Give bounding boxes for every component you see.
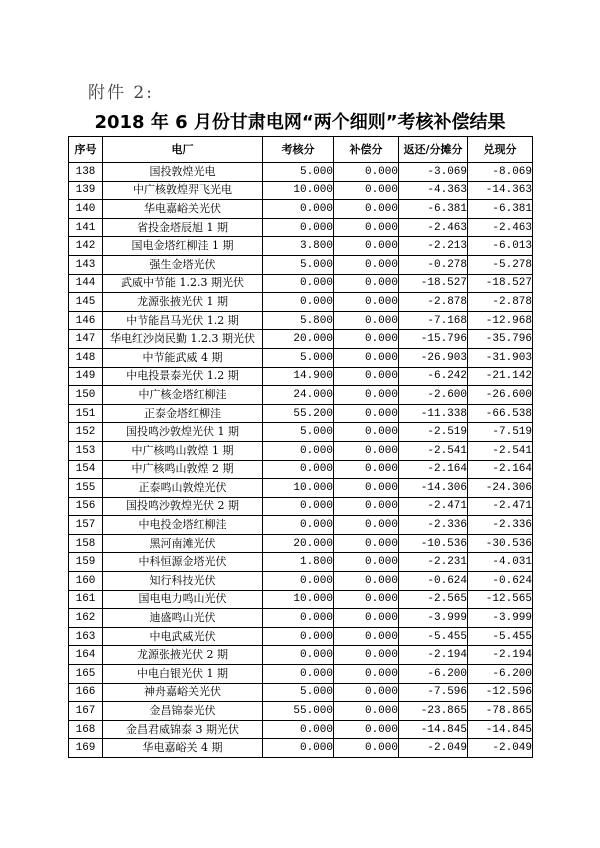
- cell-plant: 龙源张掖光伏 2 期: [103, 646, 263, 665]
- cell-assessment: 0.000: [263, 646, 334, 665]
- header-assessment: 考核分: [263, 137, 334, 163]
- cell-return-share: -7.168: [399, 311, 468, 330]
- cell-assessment: 0.000: [263, 218, 334, 237]
- cell-plant: 强生金塔光伏: [103, 255, 263, 274]
- cell-index: 150: [69, 386, 103, 405]
- cell-compensation: 0.000: [334, 423, 399, 442]
- cell-index: 156: [69, 497, 103, 516]
- cell-compensation: 0.000: [334, 683, 399, 702]
- cell-assessment: 0.000: [263, 441, 334, 460]
- cell-index: 169: [69, 739, 103, 758]
- cell-return-share: -2.878: [399, 293, 468, 312]
- cell-index: 157: [69, 516, 103, 535]
- cell-settlement: -18.527: [468, 274, 533, 293]
- cell-return-share: -7.596: [399, 683, 468, 702]
- cell-settlement: -21.142: [468, 367, 533, 386]
- cell-settlement: -2.878: [468, 293, 533, 312]
- cell-plant: 黑河南滩光伏: [103, 534, 263, 553]
- header-index: 序号: [69, 137, 103, 163]
- cell-assessment: 0.000: [263, 720, 334, 739]
- cell-assessment: 5.000: [263, 163, 334, 182]
- cell-return-share: -2.600: [399, 386, 468, 405]
- cell-assessment: 5.000: [263, 423, 334, 442]
- table-row: [69, 348, 533, 367]
- cell-plant: 华电嘉峪关光伏: [103, 200, 263, 219]
- cell-plant: 中电投景泰光伏 1.2 期: [103, 367, 263, 386]
- cell-index: 139: [69, 181, 103, 200]
- cell-index: 152: [69, 423, 103, 442]
- cell-compensation: 0.000: [334, 516, 399, 535]
- cell-settlement: -2.336: [468, 516, 533, 535]
- cell-plant: 武威中节能 1.2.3 期光伏: [103, 274, 263, 293]
- cell-compensation: 0.000: [334, 274, 399, 293]
- cell-settlement: -0.624: [468, 572, 533, 591]
- header-plant: 电厂: [103, 137, 263, 163]
- cell-settlement: -35.796: [468, 330, 533, 349]
- cell-compensation: 0.000: [334, 665, 399, 684]
- cell-assessment: 0.000: [263, 609, 334, 628]
- cell-assessment: 0.000: [263, 497, 334, 516]
- cell-index: 147: [69, 330, 103, 349]
- cell-assessment: 3.800: [263, 237, 334, 256]
- cell-plant: 国电金塔红柳洼 1 期: [103, 237, 263, 256]
- cell-assessment: 5.800: [263, 311, 334, 330]
- cell-index: 146: [69, 311, 103, 330]
- cell-return-share: -14.845: [399, 720, 468, 739]
- cell-plant: 中电投金塔红柳洼: [103, 516, 263, 535]
- cell-plant: 国投敦煌光电: [103, 163, 263, 182]
- table-row: [69, 330, 533, 349]
- cell-compensation: 0.000: [334, 627, 399, 646]
- table-row: [69, 739, 533, 758]
- cell-plant: 中科恒源金塔光伏: [103, 553, 263, 572]
- table-row: [69, 646, 533, 665]
- cell-index: 149: [69, 367, 103, 386]
- cell-return-share: -0.624: [399, 572, 468, 591]
- cell-settlement: -30.536: [468, 534, 533, 553]
- cell-assessment: 0.000: [263, 274, 334, 293]
- cell-index: 153: [69, 441, 103, 460]
- cell-assessment: 0.000: [263, 739, 334, 758]
- cell-settlement: -3.999: [468, 609, 533, 628]
- cell-return-share: -0.278: [399, 255, 468, 274]
- cell-settlement: -8.069: [468, 163, 533, 182]
- cell-compensation: 0.000: [334, 386, 399, 405]
- cell-settlement: -14.363: [468, 181, 533, 200]
- cell-index: 141: [69, 218, 103, 237]
- cell-compensation: 0.000: [334, 441, 399, 460]
- cell-return-share: -15.796: [399, 330, 468, 349]
- table-row: [69, 293, 533, 312]
- cell-return-share: -2.049: [399, 739, 468, 758]
- table-row: [69, 255, 533, 274]
- cell-index: 164: [69, 646, 103, 665]
- table-header: [69, 137, 533, 163]
- cell-index: 158: [69, 534, 103, 553]
- cell-index: 144: [69, 274, 103, 293]
- cell-plant: 迪盛鸣山光伏: [103, 609, 263, 628]
- table-row: [69, 609, 533, 628]
- table-row: [69, 665, 533, 684]
- cell-plant: 中广核金塔红柳洼: [103, 386, 263, 405]
- cell-assessment: 0.000: [263, 516, 334, 535]
- header-row: [69, 137, 533, 163]
- cell-compensation: 0.000: [334, 200, 399, 219]
- cell-return-share: -6.200: [399, 665, 468, 684]
- table-row: [69, 460, 533, 479]
- cell-assessment: 20.000: [263, 534, 334, 553]
- cell-index: 168: [69, 720, 103, 739]
- cell-settlement: -78.865: [468, 702, 533, 721]
- cell-return-share: -14.306: [399, 479, 468, 498]
- cell-plant: 中电武威光伏: [103, 627, 263, 646]
- cell-compensation: 0.000: [334, 311, 399, 330]
- cell-assessment: 55.200: [263, 404, 334, 423]
- cell-return-share: -2.213: [399, 237, 468, 256]
- table-row: [69, 367, 533, 386]
- cell-plant: 知行科技光伏: [103, 572, 263, 591]
- cell-settlement: -12.596: [468, 683, 533, 702]
- cell-compensation: 0.000: [334, 590, 399, 609]
- cell-compensation: 0.000: [334, 237, 399, 256]
- cell-index: 161: [69, 590, 103, 609]
- cell-return-share: -11.338: [399, 404, 468, 423]
- header-settlement: 兑现分: [468, 137, 533, 163]
- cell-index: 138: [69, 163, 103, 182]
- cell-compensation: 0.000: [334, 218, 399, 237]
- cell-settlement: -2.049: [468, 739, 533, 758]
- cell-index: 159: [69, 553, 103, 572]
- cell-assessment: 20.000: [263, 330, 334, 349]
- cell-index: 155: [69, 479, 103, 498]
- table-row: [69, 386, 533, 405]
- cell-settlement: -2.194: [468, 646, 533, 665]
- cell-assessment: 14.900: [263, 367, 334, 386]
- cell-compensation: 0.000: [334, 404, 399, 423]
- document-title: 2018 年 6 月份甘肃电网“两个细则”考核补偿结果: [94, 112, 506, 133]
- cell-settlement: -2.471: [468, 497, 533, 516]
- cell-return-share: -2.471: [399, 497, 468, 516]
- cell-settlement: -2.164: [468, 460, 533, 479]
- cell-return-share: -2.164: [399, 460, 468, 479]
- table-row: [69, 702, 533, 721]
- cell-compensation: 0.000: [334, 702, 399, 721]
- table-row: [69, 683, 533, 702]
- cell-settlement: -5.455: [468, 627, 533, 646]
- table-row: [69, 237, 533, 256]
- header-compensation: 补偿分: [334, 137, 399, 163]
- table-row: [69, 274, 533, 293]
- table-row: [69, 534, 533, 553]
- cell-plant: 金昌锦泰光伏: [103, 702, 263, 721]
- table-body: [69, 163, 533, 758]
- cell-assessment: 10.000: [263, 590, 334, 609]
- cell-return-share: -2.519: [399, 423, 468, 442]
- cell-return-share: -2.194: [399, 646, 468, 665]
- cell-return-share: -3.069: [399, 163, 468, 182]
- cell-settlement: -66.538: [468, 404, 533, 423]
- cell-return-share: -2.541: [399, 441, 468, 460]
- cell-plant: 中广核鸣山敦煌 2 期: [103, 460, 263, 479]
- cell-index: 163: [69, 627, 103, 646]
- cell-return-share: -6.242: [399, 367, 468, 386]
- cell-plant: 中节能昌马光伏 1.2 期: [103, 311, 263, 330]
- cell-settlement: -6.200: [468, 665, 533, 684]
- cell-settlement: -6.381: [468, 200, 533, 219]
- table-row: [69, 181, 533, 200]
- cell-compensation: 0.000: [334, 293, 399, 312]
- cell-settlement: -31.903: [468, 348, 533, 367]
- cell-compensation: 0.000: [334, 739, 399, 758]
- cell-plant: 华电红沙岗民勤 1.2.3 期光伏: [103, 330, 263, 349]
- table-row: [69, 590, 533, 609]
- cell-plant: 龙源张掖光伏 1 期: [103, 293, 263, 312]
- cell-plant: 中广核鸣山敦煌 1 期: [103, 441, 263, 460]
- table-row: [69, 479, 533, 498]
- cell-index: 140: [69, 200, 103, 219]
- cell-plant: 金昌君威锦泰 3 期光伏: [103, 720, 263, 739]
- cell-compensation: 0.000: [334, 255, 399, 274]
- cell-return-share: -3.999: [399, 609, 468, 628]
- header-return-share: 返还/分摊分: [399, 137, 468, 163]
- cell-plant: 国投鸣沙敦煌光伏 2 期: [103, 497, 263, 516]
- cell-plant: 国投鸣沙敦煌光伏 1 期: [103, 423, 263, 442]
- cell-plant: 正泰金塔红柳洼: [103, 404, 263, 423]
- table-row: [69, 441, 533, 460]
- cell-settlement: -2.541: [468, 441, 533, 460]
- cell-assessment: 0.000: [263, 572, 334, 591]
- cell-settlement: -6.013: [468, 237, 533, 256]
- cell-settlement: -12.565: [468, 590, 533, 609]
- cell-return-share: -2.463: [399, 218, 468, 237]
- cell-plant: 神舟嘉峪关光伏: [103, 683, 263, 702]
- cell-index: 143: [69, 255, 103, 274]
- cell-compensation: 0.000: [334, 479, 399, 498]
- cell-index: 142: [69, 237, 103, 256]
- cell-index: 145: [69, 293, 103, 312]
- table-row: [69, 627, 533, 646]
- cell-return-share: -10.536: [399, 534, 468, 553]
- table-row: [69, 311, 533, 330]
- cell-settlement: -26.600: [468, 386, 533, 405]
- table-row: [69, 200, 533, 219]
- cell-assessment: 0.000: [263, 460, 334, 479]
- cell-assessment: 0.000: [263, 200, 334, 219]
- cell-return-share: -26.903: [399, 348, 468, 367]
- cell-compensation: 0.000: [334, 367, 399, 386]
- cell-index: 154: [69, 460, 103, 479]
- cell-index: 151: [69, 404, 103, 423]
- cell-compensation: 0.000: [334, 348, 399, 367]
- table-row: [69, 720, 533, 739]
- cell-settlement: -2.463: [468, 218, 533, 237]
- cell-assessment: 5.000: [263, 348, 334, 367]
- cell-assessment: 10.000: [263, 181, 334, 200]
- cell-index: 160: [69, 572, 103, 591]
- cell-plant: 华电嘉峪关 4 期: [103, 739, 263, 758]
- cell-plant: 省投金塔辰旭 1 期: [103, 218, 263, 237]
- cell-compensation: 0.000: [334, 646, 399, 665]
- cell-compensation: 0.000: [334, 572, 399, 591]
- cell-settlement: -7.519: [468, 423, 533, 442]
- cell-return-share: -2.336: [399, 516, 468, 535]
- table-row: [69, 404, 533, 423]
- result-table: [68, 136, 533, 758]
- cell-index: 162: [69, 609, 103, 628]
- cell-return-share: -2.231: [399, 553, 468, 572]
- cell-assessment: 0.000: [263, 293, 334, 312]
- cell-compensation: 0.000: [334, 534, 399, 553]
- cell-plant: 中广核敦煌羿飞光电: [103, 181, 263, 200]
- cell-compensation: 0.000: [334, 609, 399, 628]
- cell-plant: 国电电力鸣山光伏: [103, 590, 263, 609]
- table-row: [69, 553, 533, 572]
- cell-settlement: -12.968: [468, 311, 533, 330]
- table-row: [69, 218, 533, 237]
- cell-compensation: 0.000: [334, 553, 399, 572]
- cell-index: 148: [69, 348, 103, 367]
- attachment-label: 附件 2:: [88, 83, 154, 103]
- cell-settlement: -5.278: [468, 255, 533, 274]
- cell-assessment: 0.000: [263, 665, 334, 684]
- cell-assessment: 55.000: [263, 702, 334, 721]
- cell-settlement: -14.845: [468, 720, 533, 739]
- cell-index: 167: [69, 702, 103, 721]
- cell-compensation: 0.000: [334, 720, 399, 739]
- cell-index: 166: [69, 683, 103, 702]
- cell-compensation: 0.000: [334, 460, 399, 479]
- table-row: [69, 423, 533, 442]
- cell-settlement: -24.306: [468, 479, 533, 498]
- cell-assessment: 10.000: [263, 479, 334, 498]
- cell-return-share: -23.865: [399, 702, 468, 721]
- cell-compensation: 0.000: [334, 330, 399, 349]
- cell-index: 165: [69, 665, 103, 684]
- cell-assessment: 1.800: [263, 553, 334, 572]
- table-row: [69, 497, 533, 516]
- cell-return-share: -5.455: [399, 627, 468, 646]
- cell-settlement: -4.031: [468, 553, 533, 572]
- cell-assessment: 5.000: [263, 255, 334, 274]
- cell-return-share: -18.527: [399, 274, 468, 293]
- cell-plant: 正泰鸣山敦煌光伏: [103, 479, 263, 498]
- cell-return-share: -4.363: [399, 181, 468, 200]
- cell-assessment: 0.000: [263, 627, 334, 646]
- table-row: [69, 572, 533, 591]
- cell-return-share: -2.565: [399, 590, 468, 609]
- cell-return-share: -6.381: [399, 200, 468, 219]
- cell-assessment: 5.000: [263, 683, 334, 702]
- cell-plant: 中电白银光伏 1 期: [103, 665, 263, 684]
- cell-compensation: 0.000: [334, 163, 399, 182]
- cell-assessment: 24.000: [263, 386, 334, 405]
- cell-compensation: 0.000: [334, 497, 399, 516]
- table-row: [69, 163, 533, 182]
- cell-compensation: 0.000: [334, 181, 399, 200]
- table-row: [69, 516, 533, 535]
- cell-plant: 中节能武威 4 期: [103, 348, 263, 367]
